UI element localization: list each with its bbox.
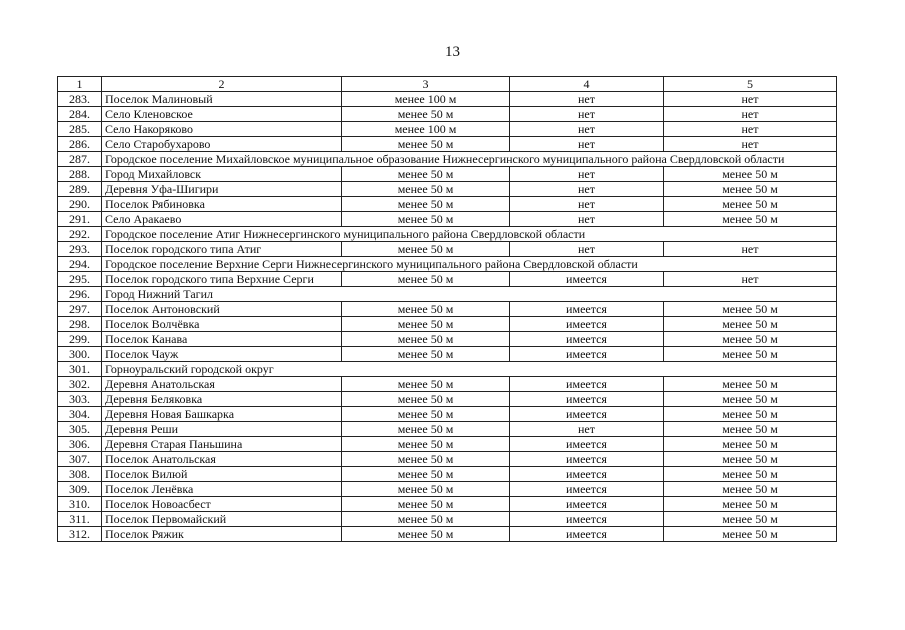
settlement-name: Поселок Первомайский <box>102 512 342 527</box>
row-number: 303. <box>58 392 102 407</box>
table-row <box>58 482 837 497</box>
cell-c5: менее 50 м <box>664 467 837 482</box>
section-title: Городское поселение Атиг Нижнесергинского муниципального района Свердловской области <box>102 227 837 242</box>
table-row <box>58 437 837 452</box>
cell-c3: менее 50 м <box>342 377 510 392</box>
table-section-row <box>58 257 837 272</box>
cell-c3: менее 50 м <box>342 167 510 182</box>
cell-c4: имеется <box>510 272 664 287</box>
cell-c4: нет <box>510 182 664 197</box>
header-cell-5: 5 <box>664 77 837 92</box>
cell-c4: нет <box>510 422 664 437</box>
cell-c3: менее 50 м <box>342 242 510 257</box>
table-row <box>58 122 837 137</box>
cell-c3: менее 50 м <box>342 302 510 317</box>
row-number: 300. <box>58 347 102 362</box>
settlement-name: Поселок Волчёвка <box>102 317 342 332</box>
row-number: 299. <box>58 332 102 347</box>
settlement-name: Поселок Чауж <box>102 347 342 362</box>
cell-c4: нет <box>510 242 664 257</box>
settlement-name: Поселок Вилюй <box>102 467 342 482</box>
cell-c5: нет <box>664 122 837 137</box>
cell-c4: имеется <box>510 512 664 527</box>
cell-c5: менее 50 м <box>664 512 837 527</box>
cell-c5: менее 50 м <box>664 212 837 227</box>
table-row <box>58 467 837 482</box>
cell-c5: менее 50 м <box>664 422 837 437</box>
cell-c5: нет <box>664 107 837 122</box>
row-number: 307. <box>58 452 102 467</box>
table-row <box>58 302 837 317</box>
table-row <box>58 212 837 227</box>
cell-c3: менее 50 м <box>342 437 510 452</box>
cell-c4: нет <box>510 137 664 152</box>
cell-c3: менее 50 м <box>342 182 510 197</box>
cell-c4: нет <box>510 197 664 212</box>
settlement-name: Деревня Старая Паньшина <box>102 437 342 452</box>
row-number: 308. <box>58 467 102 482</box>
settlement-name: Деревня Новая Башкарка <box>102 407 342 422</box>
cell-c5: менее 50 м <box>664 302 837 317</box>
cell-c5: менее 50 м <box>664 527 837 542</box>
section-title: Городское поселение Верхние Серги Нижнесергинского муниципального района Свердловской области <box>102 257 837 272</box>
settlement-name: Поселок городского типа Верхние Серги <box>102 272 342 287</box>
cell-c3: менее 50 м <box>342 317 510 332</box>
cell-c3: менее 50 м <box>342 392 510 407</box>
table-row <box>58 377 837 392</box>
row-number: 304. <box>58 407 102 422</box>
row-number: 302. <box>58 377 102 392</box>
cell-c3: менее 100 м <box>342 92 510 107</box>
cell-c4: имеется <box>510 332 664 347</box>
cell-c4: имеется <box>510 497 664 512</box>
row-number: 297. <box>58 302 102 317</box>
cell-c4: имеется <box>510 377 664 392</box>
row-number: 312. <box>58 527 102 542</box>
settlement-name: Село Аракаево <box>102 212 342 227</box>
row-number: 311. <box>58 512 102 527</box>
cell-c5: менее 50 м <box>664 167 837 182</box>
row-number: 306. <box>58 437 102 452</box>
settlement-name: Деревня Беляковка <box>102 392 342 407</box>
cell-c3: менее 50 м <box>342 137 510 152</box>
table-section-row <box>58 362 837 377</box>
table-body <box>58 77 837 542</box>
table-row <box>58 392 837 407</box>
table-row <box>58 92 837 107</box>
cell-c5: менее 50 м <box>664 332 837 347</box>
cell-c5: менее 50 м <box>664 347 837 362</box>
row-number: 309. <box>58 482 102 497</box>
cell-c5: менее 50 м <box>664 377 837 392</box>
header-cell-4: 4 <box>510 77 664 92</box>
cell-c3: менее 50 м <box>342 332 510 347</box>
settlement-name: Деревня Анатольская <box>102 377 342 392</box>
row-number: 305. <box>58 422 102 437</box>
cell-c3: менее 50 м <box>342 452 510 467</box>
cell-c5: менее 50 м <box>664 482 837 497</box>
row-number: 310. <box>58 497 102 512</box>
cell-c5: менее 50 м <box>664 182 837 197</box>
table-row <box>58 137 837 152</box>
cell-c4: имеется <box>510 482 664 497</box>
settlements-table <box>57 76 837 542</box>
cell-c4: имеется <box>510 527 664 542</box>
cell-c5: нет <box>664 272 837 287</box>
cell-c3: менее 100 м <box>342 122 510 137</box>
cell-c3: менее 50 м <box>342 467 510 482</box>
row-number: 295. <box>58 272 102 287</box>
cell-c4: имеется <box>510 392 664 407</box>
table-row <box>58 422 837 437</box>
table-section-row <box>58 227 837 242</box>
row-number: 290. <box>58 197 102 212</box>
table-section-row <box>58 152 837 167</box>
row-number: 298. <box>58 317 102 332</box>
row-number: 285. <box>58 122 102 137</box>
row-number: 293. <box>58 242 102 257</box>
row-number: 288. <box>58 167 102 182</box>
cell-c5: нет <box>664 242 837 257</box>
table-row <box>58 407 837 422</box>
settlement-name: Поселок Ленёвка <box>102 482 342 497</box>
table-row <box>58 512 837 527</box>
cell-c3: менее 50 м <box>342 272 510 287</box>
cell-c3: менее 50 м <box>342 197 510 212</box>
table-row <box>58 167 837 182</box>
settlement-name: Поселок Анатольская <box>102 452 342 467</box>
header-cell-1: 1 <box>58 77 102 92</box>
cell-c5: менее 50 м <box>664 197 837 212</box>
section-title: Горноуральский городской округ <box>102 362 837 377</box>
cell-c4: имеется <box>510 317 664 332</box>
settlement-name: Город Михайловск <box>102 167 342 182</box>
table-row <box>58 527 837 542</box>
cell-c3: менее 50 м <box>342 482 510 497</box>
cell-c4: нет <box>510 212 664 227</box>
settlement-name: Деревня Уфа-Шигири <box>102 182 342 197</box>
table-row <box>58 107 837 122</box>
cell-c3: менее 50 м <box>342 407 510 422</box>
cell-c5: менее 50 м <box>664 497 837 512</box>
table-row <box>58 452 837 467</box>
settlement-name: Село Кленовское <box>102 107 342 122</box>
section-title: Городское поселение Михайловское муниципальное образование Нижнесергинского муниципального района Свердловской области <box>102 152 837 167</box>
row-number: 289. <box>58 182 102 197</box>
cell-c4: имеется <box>510 347 664 362</box>
cell-c5: нет <box>664 92 837 107</box>
settlement-name: Поселок Канава <box>102 332 342 347</box>
table-row <box>58 497 837 512</box>
settlement-name: Поселок городского типа Атиг <box>102 242 342 257</box>
row-number: 283. <box>58 92 102 107</box>
table-row <box>58 332 837 347</box>
table-row <box>58 182 837 197</box>
table-header-row <box>58 77 837 92</box>
cell-c3: менее 50 м <box>342 512 510 527</box>
cell-c4: нет <box>510 107 664 122</box>
page-number: 13 <box>445 44 460 60</box>
row-number: 287. <box>58 152 102 167</box>
cell-c4: нет <box>510 167 664 182</box>
row-number: 286. <box>58 137 102 152</box>
settlement-name: Поселок Ряжик <box>102 527 342 542</box>
cell-c3: менее 50 м <box>342 347 510 362</box>
cell-c4: имеется <box>510 467 664 482</box>
table-row <box>58 242 837 257</box>
settlement-name: Поселок Рябиновка <box>102 197 342 212</box>
section-title: Город Нижний Тагил <box>102 287 837 302</box>
header-cell-3: 3 <box>342 77 510 92</box>
cell-c4: имеется <box>510 452 664 467</box>
settlement-name: Деревня Реши <box>102 422 342 437</box>
table-section-row <box>58 287 837 302</box>
cell-c4: нет <box>510 122 664 137</box>
cell-c5: менее 50 м <box>664 392 837 407</box>
settlement-name: Поселок Малиновый <box>102 92 342 107</box>
table-row <box>58 197 837 212</box>
cell-c3: менее 50 м <box>342 212 510 227</box>
cell-c4: нет <box>510 92 664 107</box>
row-number: 296. <box>58 287 102 302</box>
row-number: 284. <box>58 107 102 122</box>
cell-c4: имеется <box>510 302 664 317</box>
row-number: 294. <box>58 257 102 272</box>
table-row <box>58 272 837 287</box>
settlement-name: Поселок Антоновский <box>102 302 342 317</box>
cell-c4: имеется <box>510 437 664 452</box>
settlement-name: Село Старобухарово <box>102 137 342 152</box>
row-number: 291. <box>58 212 102 227</box>
cell-c5: менее 50 м <box>664 317 837 332</box>
cell-c5: менее 50 м <box>664 437 837 452</box>
row-number: 292. <box>58 227 102 242</box>
cell-c5: менее 50 м <box>664 452 837 467</box>
cell-c5: менее 50 м <box>664 407 837 422</box>
header-cell-2: 2 <box>102 77 342 92</box>
settlement-name: Село Накоряково <box>102 122 342 137</box>
cell-c3: менее 50 м <box>342 107 510 122</box>
table-row <box>58 317 837 332</box>
cell-c4: имеется <box>510 407 664 422</box>
table-row <box>58 347 837 362</box>
cell-c3: менее 50 м <box>342 527 510 542</box>
cell-c3: менее 50 м <box>342 422 510 437</box>
settlement-name: Поселок Новоасбест <box>102 497 342 512</box>
cell-c5: нет <box>664 137 837 152</box>
row-number: 301. <box>58 362 102 377</box>
cell-c3: менее 50 м <box>342 497 510 512</box>
